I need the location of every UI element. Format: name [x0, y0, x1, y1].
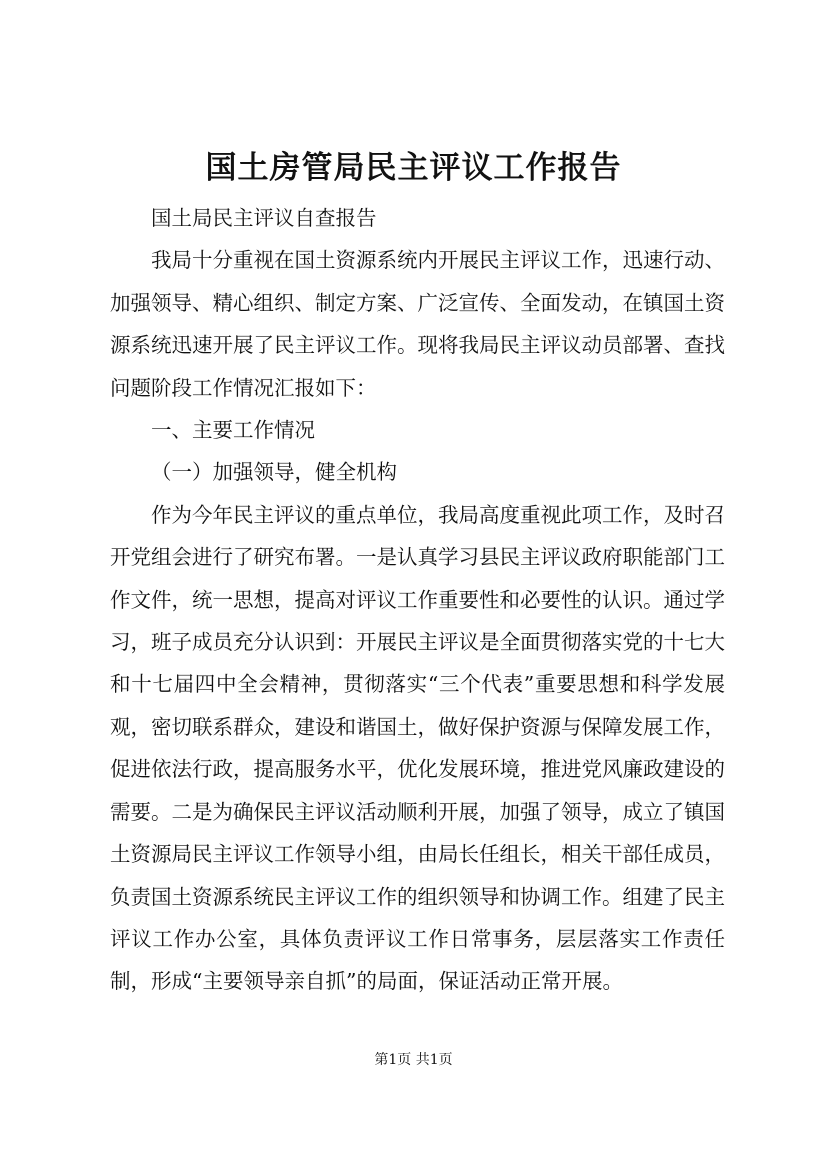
page-footer: 第1页 共1页: [374, 1052, 453, 1068]
document-body: [110, 197, 725, 1003]
content-paragraph: 作为今年民主评议的重点单位，我局高度重视此项工作，及时召开党组会进行了研究布署。一是认真学习县民主评议政府职能部门工作文件，统一思想，提高对评议工作重要性和必要性的认识。通过学习，班子成员充分认识到：开展民主评议是全面贯彻落实党的十七大和十七届四中全会精神，贯彻落实“三个代表”重要思想和科学发展观，密切联系群众，建设和谐国土，做好保护资源与保障发展工作，促进依法行政，提高服务水平，优化发展环境，推进党风廉政建设的需要。二是为确保民主评议活动顺利开展，加强了领导，成立了镇国土资源局民主评议工作领导小组，由局长任组长，相关干部任成员，负责国土资源系统民主评议工作的组织领导和协调工作。组建了民主评议工作办公室，具体负责评议工作日常事务，层层落实工作责任制，形成“主要领导亲自抓”的局面，保证活动正常开展。: [110, 502, 725, 994]
document-title: 国土房管局民主评议工作报告: [205, 150, 622, 186]
subtitle-paragraph: 国土局民主评议自查报告: [151, 206, 377, 230]
section-heading: 一、主要工作情况: [151, 418, 315, 443]
intro-paragraph: 我局十分重视在国土资源系统内开展民主评议工作，迅速行动、加强领导、精心组织、制定方案、广泛宣传、全面发动，在镇国土资源系统迅速开展了民主评议工作。现将我局民主评议动员部署、查找问题阶段工作情况汇报如下：: [110, 248, 725, 400]
subsection-heading: （一）加强领导，健全机构: [151, 460, 397, 485]
